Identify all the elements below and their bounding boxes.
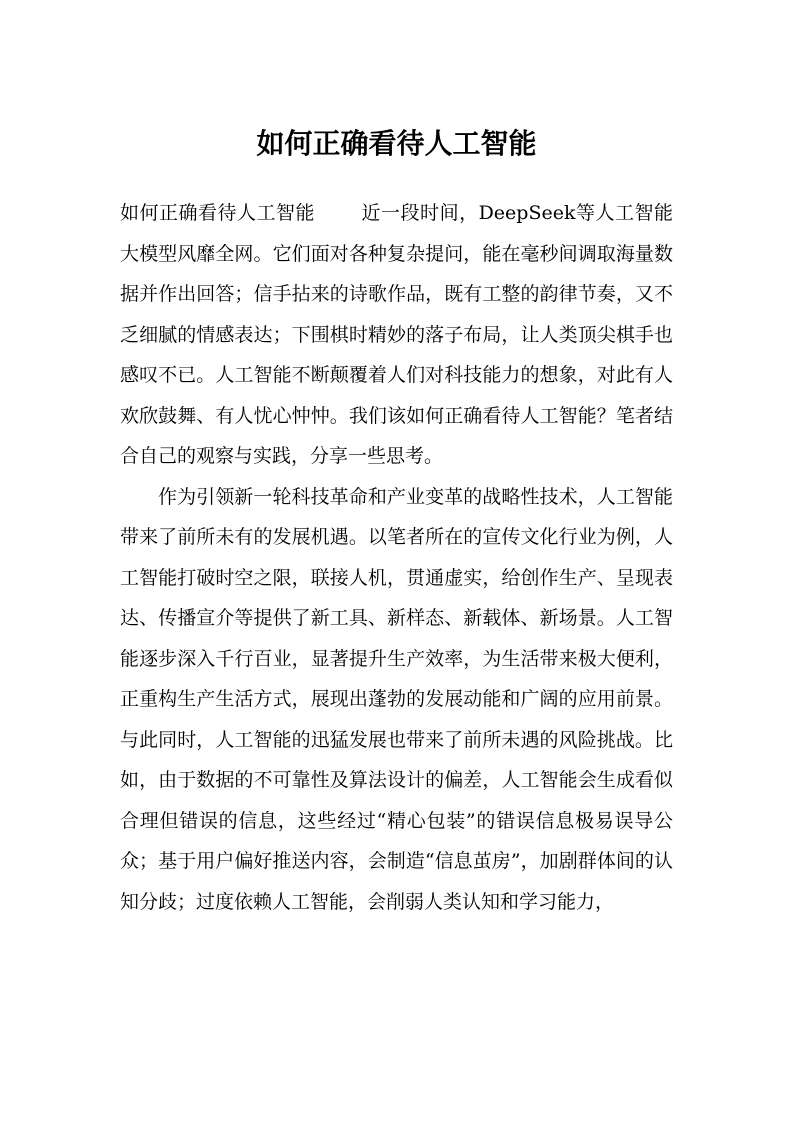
paragraph-intro <box>120 193 673 477</box>
intro-lead-title: 如何正确看待人工智能 <box>120 202 316 224</box>
page-title: 如何正确看待人工智能 <box>256 127 537 160</box>
intro-paragraph-text: 近一段时间，DeepSeek等人工智能大模型风靡全网。它们面对各种复杂提问，能在毫秒间调取海量数据并作出回答；信手拈来的诗歌作品，既有工整的韵律节奏，又不乏细腻的情感表达；下围棋时精妙的落子布局，让人类顶尖棋手也感叹不已。人工智能不断颠覆着人们对科技能力的想象，对此有人欢欣鼓舞、有人忧心忡忡。我们该如何正确看待人工智能？笔者结合自己的观察与实践，分享一些思考。 <box>120 202 673 467</box>
document-body <box>120 193 673 922</box>
paragraph-opportunities: 作为引领新一轮科技革命和产业变革的战略性技术，人工智能带来了前所未有的发展机遇。以笔者所在的宣传文化行业为例，人工智能打破时空之限，联接人机，贯通虚实，给创作生产、呈现表达、传播宣介等提供了新工具、新样态、新载体、新场景。人工智能逐步深入千行百业，显著提升生产效率，为生活带来极大便利，正重构生产生活方式，展现出蓬勃的发展动能和广阔的应用前景。与此同时，人工智能的迅猛发展也带来了前所未遇的风险挑战。比如，由于数据的不可靠性及算法设计的偏差，人工智能会生成看似合理但错误的信息，这些经过“精心包装”的错误信息极易误导公众；基于用户偏好推送内容，会制造“信息茧房”，加剧群体间的认知分歧；过度依赖人工智能，会削弱人类认知和学习能力， <box>120 485 673 913</box>
